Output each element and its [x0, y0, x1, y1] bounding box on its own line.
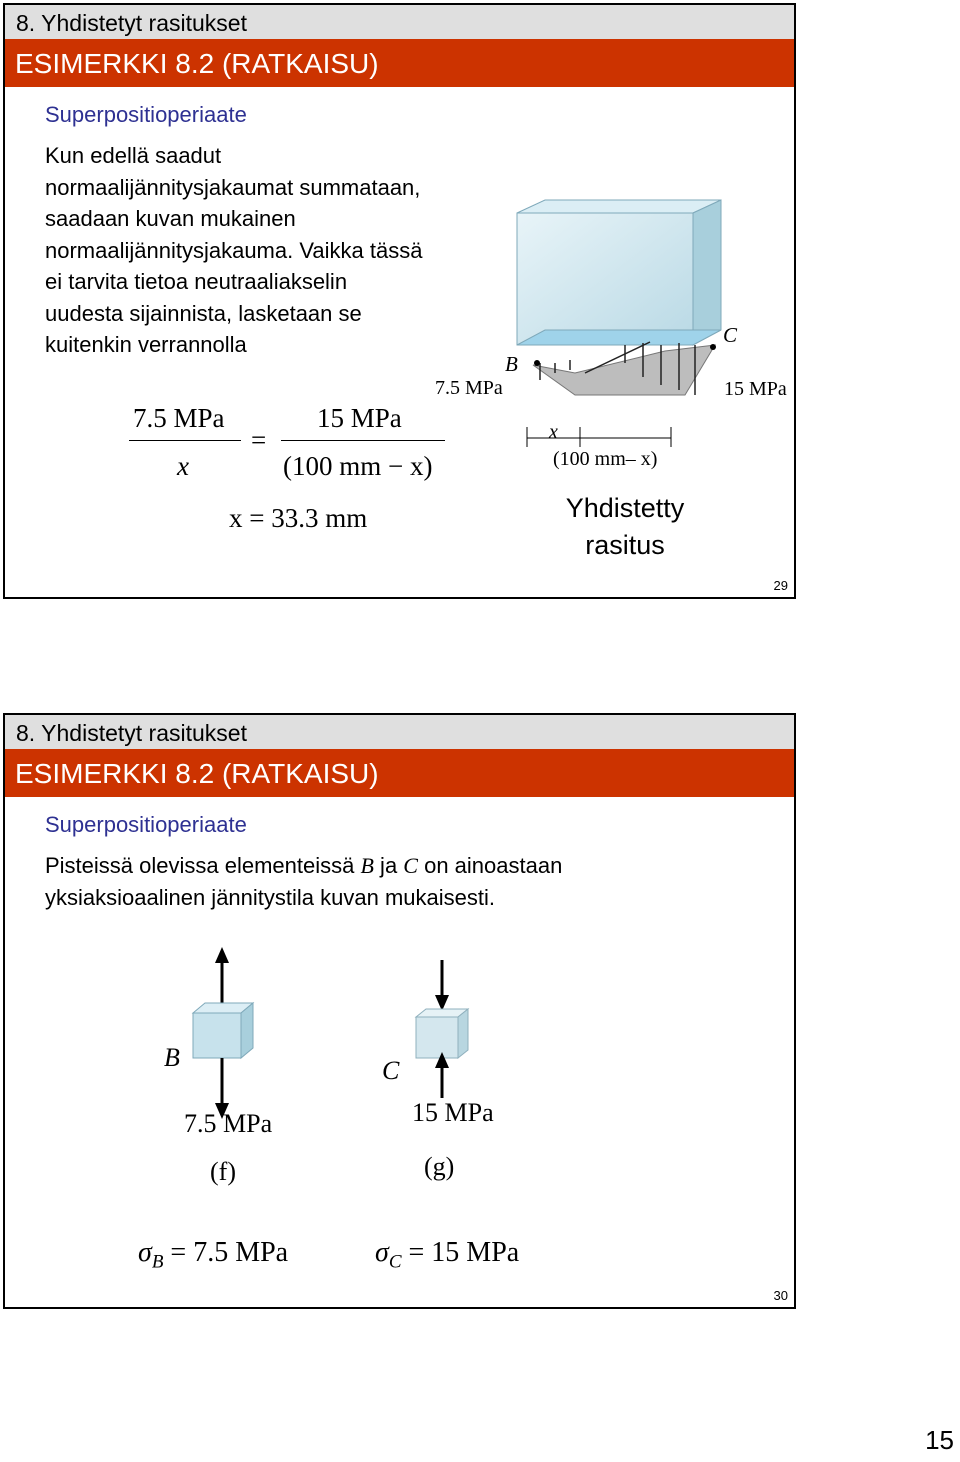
slide-number: 29 — [773, 578, 788, 593]
body-line: ei tarvita tietoa neutraaliakselin — [45, 269, 348, 294]
sigma-value: = 7.5 MPa — [170, 1237, 289, 1268]
slide-subtitle: Superpositioperiaate — [45, 102, 247, 127]
stress-left-label: 7.5 MPa — [435, 377, 503, 399]
fraction-bar-left — [129, 440, 241, 441]
sigma-b-equation — [138, 1237, 288, 1274]
body-line — [45, 850, 562, 882]
symbol-c: C — [403, 853, 418, 878]
body-line: saadaan kuvan mukainen — [45, 206, 296, 231]
eq-num-right: 15 MPa — [317, 403, 402, 433]
eq-den-left: x — [177, 451, 189, 481]
text-run: Pisteissä olevissa elementeissä — [45, 853, 361, 878]
element-c-figure — [380, 940, 510, 1190]
label-c: C — [723, 323, 738, 347]
body-line: Kun edellä saadut — [45, 143, 222, 168]
body-line: uudesta sijainnista, lasketaan se — [45, 300, 362, 326]
figure-caption — [525, 490, 725, 564]
eq-num-left: 7.5 MPa — [133, 403, 225, 433]
symbol-b: B — [360, 853, 374, 878]
sheet-page-number: 15 — [925, 1425, 954, 1455]
label-b: B — [505, 352, 518, 376]
sigma-c-equation — [375, 1237, 519, 1274]
sigma-symbol: σ — [375, 1237, 389, 1268]
body-line: normaalijännitysjakauma. Vaikka tässä — [45, 237, 423, 263]
slide-29 — [3, 3, 796, 599]
slide-number: 30 — [773, 1288, 788, 1303]
element-b-figure — [160, 945, 290, 1195]
caption-line: Yhdistetty — [565, 493, 685, 523]
dim-rest-label: (100 mm– x) — [553, 448, 658, 470]
sigma-subscript: B — [151, 1251, 164, 1273]
body-text — [45, 850, 562, 913]
label-c: C — [382, 1056, 400, 1085]
eq-equals: = — [251, 425, 267, 455]
text-run: ja — [373, 853, 404, 878]
slide-subtitle: Superpositioperiaate — [45, 812, 247, 837]
combined-stress-figure — [425, 195, 794, 560]
figure-tag: (f) — [210, 1157, 236, 1186]
sigma-symbol: σ — [138, 1237, 152, 1268]
body-line: normaalijännitysjakaumat summataan, — [45, 174, 421, 200]
stress-label: 15 MPa — [412, 1098, 494, 1127]
sigma-subscript: C — [388, 1251, 402, 1273]
stress-right-label: 15 MPa — [724, 378, 787, 400]
eq-result: x = 33.3 mm — [229, 503, 368, 533]
caption-line: rasitus — [585, 530, 665, 560]
stress-label: 7.5 MPa — [184, 1109, 273, 1138]
figure-tag: (g) — [424, 1152, 455, 1181]
section-header: 8. Yhdistetyt rasitukset — [5, 5, 794, 39]
slide-title: ESIMERKKI 8.2 (RATKAISU) — [5, 39, 794, 87]
eq-den-right: (100 mm − x) — [283, 451, 433, 481]
sigma-value: = 15 MPa — [408, 1237, 520, 1268]
dim-x-label: x — [549, 421, 558, 443]
text-run: on ainoastaan — [417, 853, 563, 878]
slide-30 — [3, 713, 796, 1309]
body-text — [45, 140, 422, 361]
section-header: 8. Yhdistetyt rasitukset — [5, 715, 794, 749]
fraction-bar-right — [281, 440, 445, 441]
body-line: kuitenkin verrannolla — [45, 332, 247, 357]
slide-title: ESIMERKKI 8.2 (RATKAISU) — [5, 749, 794, 797]
label-b: B — [164, 1043, 180, 1072]
body-line: yksiaksioaalinen jännitystila kuvan mukaisesti. — [45, 884, 495, 910]
